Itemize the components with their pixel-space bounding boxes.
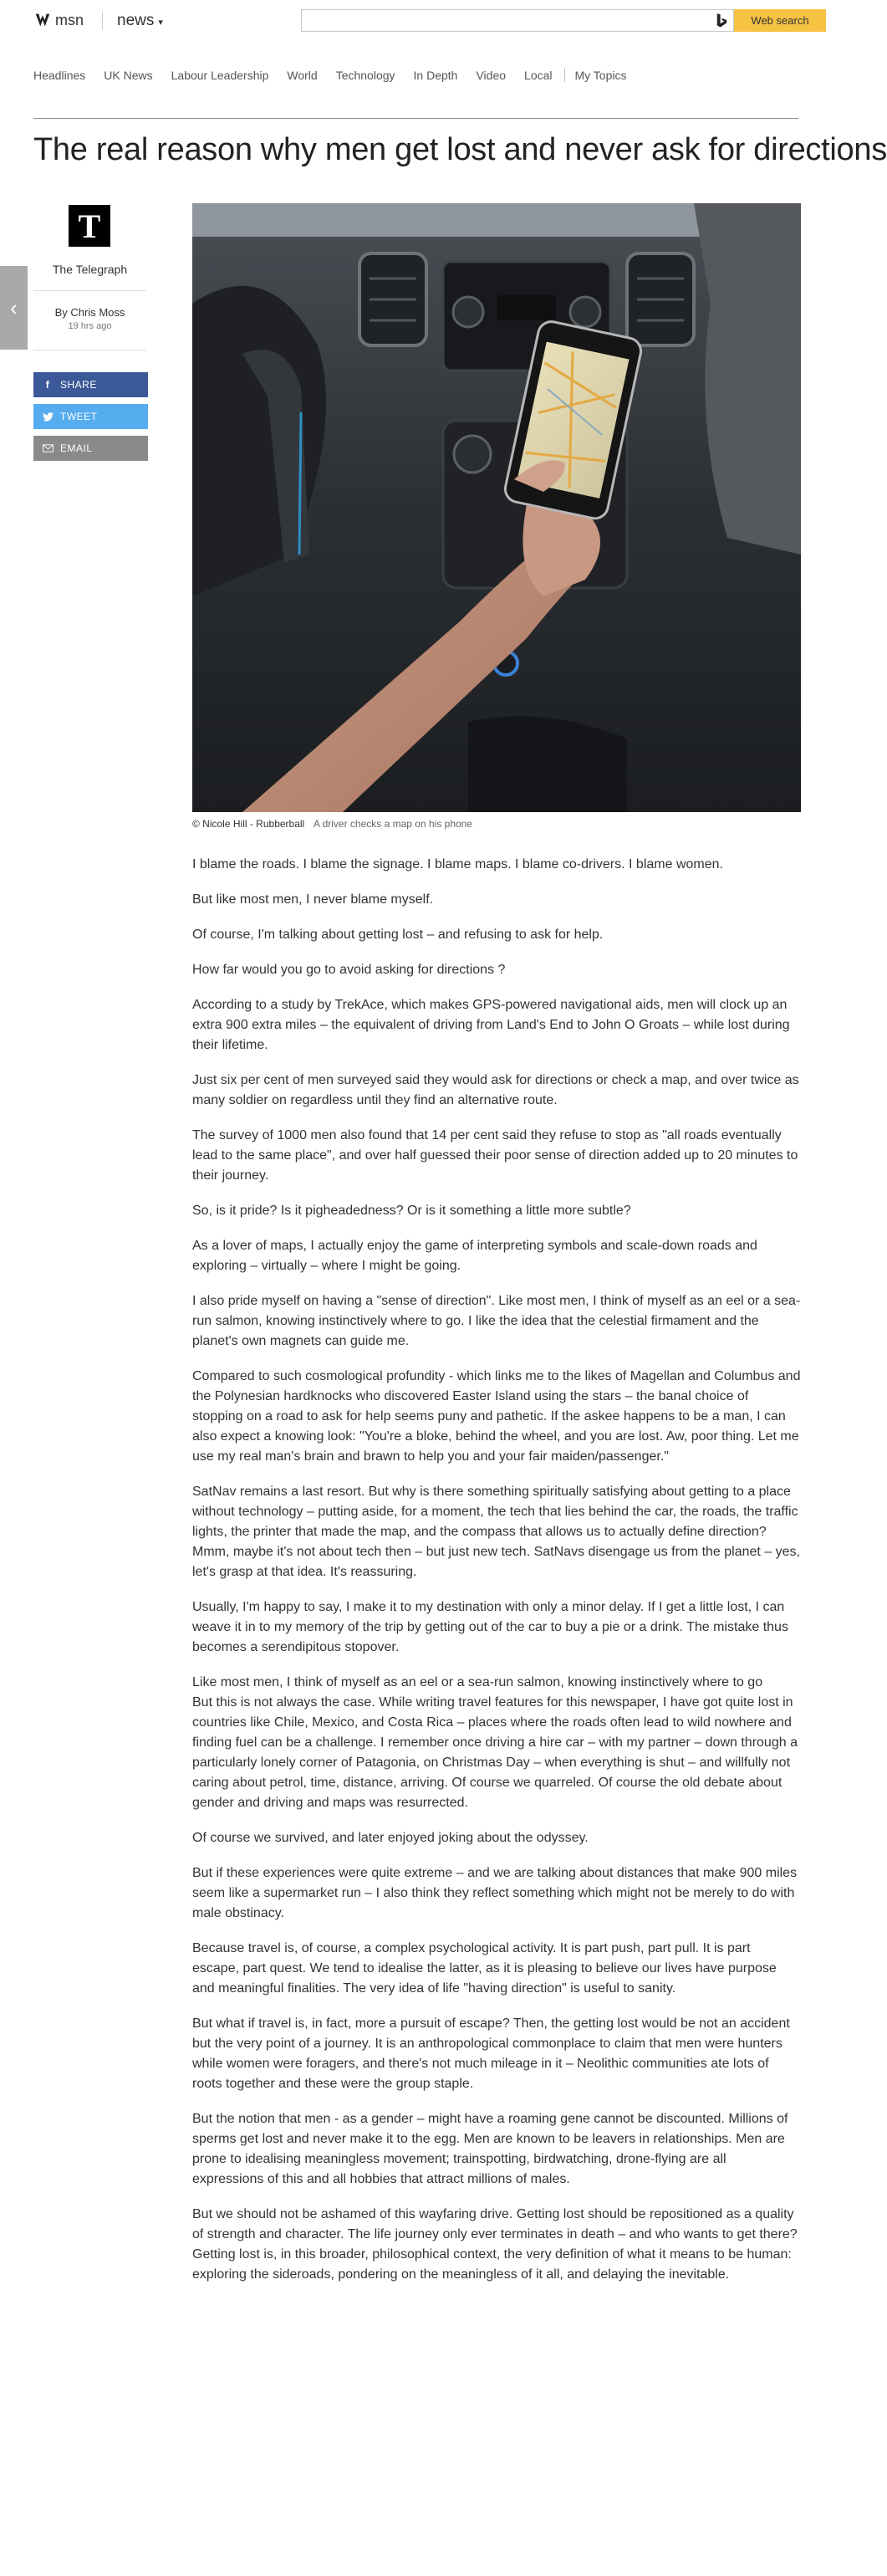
email-icon	[42, 444, 54, 452]
nav-item-uk-news[interactable]: UK News	[104, 69, 153, 82]
paragraph: Compared to such cosmological profundity - which links me to the likes of Magellan and Columbus and the Polynesian hardknocks who discovered Easter Island using the stars – the banal choice of stopping on a road to ask for help seems puny and pathetic. If the askee happens to be a man, I can also expect a knowing look: "You're a bloke, behind the wheel, and you are lost. Aw, poor thing. Let me use my real man's brain and brawn to help you and your fair maiden/passenger."	[192, 1369, 801, 1464]
source-name[interactable]: The Telegraph	[52, 263, 128, 276]
paragraph: So, is it pride? Is it pigheadedness? Or is it something a little more subtle?	[192, 1204, 631, 1218]
source-logo[interactable]: T	[69, 205, 110, 247]
logo-divider	[102, 12, 103, 30]
timestamp: 19 hrs ago	[68, 321, 112, 331]
paragraph: According to a study by TrekAce, which makes GPS-powered navigational aids, men will clock up an extra 900 extra miles – the equivalent of driving from Land's End to John O Groats – while lost during their lifetime.	[192, 998, 790, 1052]
logo-text: msn	[55, 11, 84, 28]
nav-item-labour-leadership[interactable]: Labour Leadership	[171, 69, 269, 82]
nav-item-local[interactable]: Local	[524, 69, 553, 82]
paragraph: Because travel is, of course, a complex psychological activity. It is part push, part pull. It is part escape, part quest. We tend to idealise the latter, as it is pleasing to believe our lives have purpose and meaningful finalities. The very idea of life "having direction" is useful to sanity.	[192, 1941, 777, 1996]
section-label: news	[117, 12, 155, 29]
previous-article-button[interactable]	[0, 266, 28, 350]
hero-image[interactable]	[192, 203, 801, 812]
pull-quote: Like most men, I think of myself as an eel or a sea-run salmon, knowing instinctively where to go	[192, 1675, 763, 1689]
paragraph: But like most men, I never blame myself.	[192, 892, 434, 907]
web-search-button[interactable]: Web search	[734, 9, 826, 32]
paragraph: Of course, I'm talking about getting lost – and refusing to ask for help.	[192, 928, 604, 942]
email-label: EMAIL	[60, 442, 93, 454]
byline	[33, 306, 146, 319]
paragraph: But what if travel is, in fact, more a pursuit of escape? Then, the getting lost would be not an accident but the very point of a journey. It is an anthropological commonplace to claim that men were hunters while women were foragers, and there's not much mileage in it – Neolithic communities ate lots of roots together and these were the group staple.	[192, 2016, 790, 2091]
author-name: Chris Moss	[70, 306, 125, 319]
msn-logo[interactable]	[33, 11, 84, 29]
paragraph: SatNav remains a last resort. But why is there something spiritually satisfying about getting to a place without technology – putting aside, for a moment, the tech that lies behind the car, the roads, the traffic lights, the printer that made the map, and the compass that allows us to actually define direction? Mmm, maybe it's not about tech then – but just new tech. SatNavs disengage us from the planet – yes, let's grasp at that idea. It's reassuring.	[192, 1485, 800, 1579]
section-nav	[33, 69, 645, 82]
header-rule	[33, 118, 798, 119]
nav-item-world[interactable]: World	[287, 69, 318, 82]
nav-item-my-topics[interactable]: My Topics	[574, 69, 627, 82]
tweet-label: TWEET	[60, 411, 98, 422]
paragraph: Of course we survived, and later enjoyed joking about the odyssey.	[192, 1831, 589, 1845]
twitter-share-button[interactable]	[33, 404, 148, 429]
paragraph: How far would you go to avoid asking for directions ?	[192, 963, 506, 977]
paragraph: But we should not be ashamed of this wayfaring drive. Getting lost should be repositioned as a quality of strength and character. The life journey only ever terminates in death – and who wants to get there? Getting lost is, in this broader, philosophical context, the very definition of what it means to be human: exploring the sideroads, pondering on the meaningless of it all, and delaying the inevitable.	[192, 2207, 798, 2282]
article-title: The real reason why men get lost and never ask for directions	[33, 132, 887, 167]
paragraph: The survey of 1000 men also found that 14 per cent said they refuse to stop as "all roads eventually lead to the same place", and over half guessed their poor sense of direction added up to 20 minutes to their journey.	[192, 1128, 798, 1183]
image-caption	[192, 818, 472, 830]
paragraph: I blame the roads. I blame the signage. I blame maps. I blame co-drivers. I blame women.	[192, 857, 723, 871]
byline-prefix: By	[54, 306, 68, 319]
nav-item-technology[interactable]: Technology	[335, 69, 395, 82]
nav-item-in-depth[interactable]: In Depth	[413, 69, 458, 82]
article-body	[192, 855, 801, 2300]
image-credit: © Nicole Hill - Rubberball	[192, 818, 305, 830]
paragraph: But the notion that men - as a gender – might have a roaming gene cannot be discounted. Millions of sperms get lost and never make it to the egg. Men are known to be leavers in relationships. Men are prone to idealising meaningless movement; trainspotting, birdwatching, drone-flying are all expressions of this and all hobbies that attract millions of males.	[192, 2112, 788, 2186]
bing-icon	[715, 13, 729, 28]
msn-butterfly-icon	[33, 11, 52, 29]
facebook-icon: f	[45, 379, 50, 391]
top-bar	[0, 0, 832, 42]
paragraph: Usually, I'm happy to say, I make it to my destination with only a minor delay. If I get a little lost, I can weave it in to my memory of the trip by getting out of the car to buy a pie or a drink. The mistake thus becomes a serendipitous stopover.	[192, 1600, 788, 1654]
twitter-icon	[42, 412, 54, 422]
section-menu[interactable]	[117, 12, 163, 30]
chevron-left-icon: ‹	[10, 294, 18, 320]
email-share-button[interactable]	[33, 436, 148, 461]
nav-item-video[interactable]: Video	[476, 69, 507, 82]
share-label: SHARE	[60, 379, 97, 391]
paragraph: Just six per cent of men surveyed said they would ask for directions or check a map, and over twice as many soldier on regardless until they find an alternative route.	[192, 1073, 799, 1107]
facebook-share-button[interactable]	[33, 372, 148, 397]
paragraph: But this is not always the case. While writing travel features for this newspaper, I have got quite lost in countries like Chile, Mexico, and Costa Rica – places where the roads often lead to wild nowhere and finding fuel can be a challenge. I remember once driving a hire car – with my partner – down through a particularly lonely corner of Patagonia, on Christmas Day – when everything is shut – and willfully not caring about petrol, time, distance, arriving. Of course we quarreled. Of course the old debate about gender and driving and maps was resurrected.	[192, 1695, 798, 1810]
chevron-down-icon: ▾	[158, 18, 163, 28]
paragraph: But if these experiences were quite extreme – and we are talking about distances that make 900 miles seem like a supermarket run – I also think they reflect something which might not be merely to do with male obstinacy.	[192, 1866, 798, 1920]
image-description: A driver checks a map on his phone	[313, 818, 473, 830]
car-dashboard-photo	[192, 203, 801, 812]
sidebar-divider	[33, 290, 146, 291]
paragraph: As a lover of maps, I actually enjoy the game of interpreting symbols and scale-down roads and exploring – virtually – where I might be going.	[192, 1239, 757, 1273]
paragraph: I also pride myself on having a "sense of direction". Like most men, I think of myself as an eel or a sea-run salmon, knowing instinctively where to go. I like the idea that the celestial firmament and the planet's own magnets can guide me.	[192, 1294, 801, 1348]
search-input[interactable]	[301, 9, 734, 32]
nav-divider	[564, 69, 565, 82]
nav-item-headlines[interactable]: Headlines	[33, 69, 86, 82]
